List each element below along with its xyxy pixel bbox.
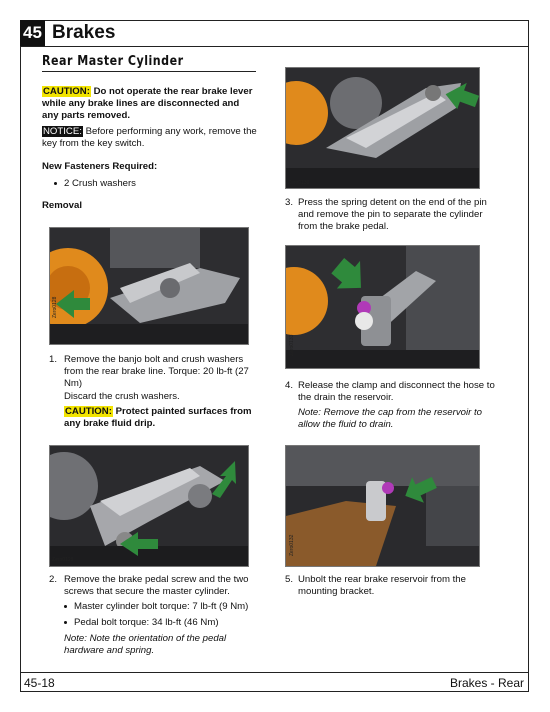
note-line: Note: Note the orientation of the pedal (64, 633, 227, 644)
step-2-bullet (64, 601, 248, 613)
step-1-text (64, 354, 264, 403)
figure-id: Zero0133 (289, 334, 295, 356)
note-line: Note: Remove the cap from the reservoir to (298, 407, 482, 418)
footer-rule (20, 672, 529, 673)
step-2-line: Remove the brake pedal screw and the two (64, 574, 249, 585)
figure-id: Zero0128 (52, 296, 58, 318)
removal-heading: Removal (42, 200, 82, 211)
bullet-icon (64, 605, 67, 608)
step-3-number: 3. (285, 197, 294, 208)
fastener-text: 2 Crush washers (64, 178, 136, 189)
notice-text: Before performing any work, remove the key from the key switch. (42, 126, 257, 150)
bullet-text: Pedal bolt torque: 34 lb-ft (46 Nm) (74, 617, 219, 628)
step-4-note (298, 407, 498, 431)
notice-tag: NOTICE: (43, 126, 82, 137)
step-2-line: screws that secure the master cylinder. (64, 586, 230, 598)
step-3-line: Press the spring detent on the end of the pin (298, 197, 487, 208)
figure-id: Zero0130 (288, 180, 310, 186)
step-1-line: Remove the banjo bolt and crush washers (64, 354, 244, 365)
step-2-text (64, 574, 264, 598)
caution-tag: CAUTION: (65, 406, 112, 417)
bullet-text: Master cylinder bolt torque: 7 lb-ft (9 Nm) (74, 601, 249, 612)
step-5-number: 5. (285, 574, 294, 585)
step-2-bullet (64, 617, 219, 629)
step-1-number: 1. (49, 354, 58, 365)
figure-id: Zero0129 (52, 557, 74, 563)
page-number: 45-18 (24, 676, 55, 690)
step-4-line: the drain the reservoir. (298, 392, 394, 404)
bullet-icon (54, 182, 57, 185)
caution-text: Protect painted surfaces from any brake fluid drip. (64, 406, 252, 430)
step-4-line: Release the clamp and disconnect the hose to (298, 380, 495, 391)
caution-block-1 (42, 86, 258, 123)
step-5-line: Unbolt the rear brake reservoir from the (298, 574, 466, 585)
note-line: hardware and spring. (64, 645, 155, 657)
bullet-icon (64, 621, 67, 624)
header-rule (20, 46, 529, 47)
chapter-number: 45 (20, 20, 45, 46)
step-1-line: Nm) (64, 378, 83, 390)
figure-banjo-bolt (49, 227, 249, 345)
chapter-title: Brakes (52, 22, 116, 43)
fasteners-heading: New Fasteners Required: (42, 161, 158, 172)
section-title: Rear Master Cylinder (42, 53, 184, 69)
caution-text: Do not operate the rear brake lever while any brake lines are disconnected and any parts removed. (42, 86, 253, 122)
step-1-line: from the rear brake line. Torque: 20 lb-ft (27 (64, 366, 249, 378)
figure-pedal-screw (49, 445, 249, 567)
section-rule (42, 71, 256, 72)
step-3-line: and remove the pin to separate the cylinder (298, 209, 483, 221)
step-2-number: 2. (49, 574, 58, 585)
note-line: allow the fluid to drain. (298, 419, 394, 431)
step-5-text (298, 574, 498, 598)
step-4-number: 4. (285, 380, 294, 391)
step-3-text (298, 197, 498, 234)
step-4-text (298, 380, 498, 404)
figure-drain-hose (285, 245, 480, 369)
figure-id: Zero0132 (289, 534, 295, 556)
step-2-note (64, 633, 264, 657)
fastener-item (54, 178, 136, 190)
notice-block (42, 126, 258, 150)
figure-spring-detent (285, 67, 480, 189)
step-1-line: Discard the crush washers. (64, 390, 180, 402)
step-5-line: mounting bracket. (298, 586, 375, 598)
step-3-line: from the brake pedal. (298, 221, 389, 233)
figure-reservoir (285, 445, 480, 567)
footer-section: Brakes - Rear (449, 676, 524, 690)
caution-tag: CAUTION: (43, 86, 90, 97)
caution-block-2 (64, 406, 260, 430)
